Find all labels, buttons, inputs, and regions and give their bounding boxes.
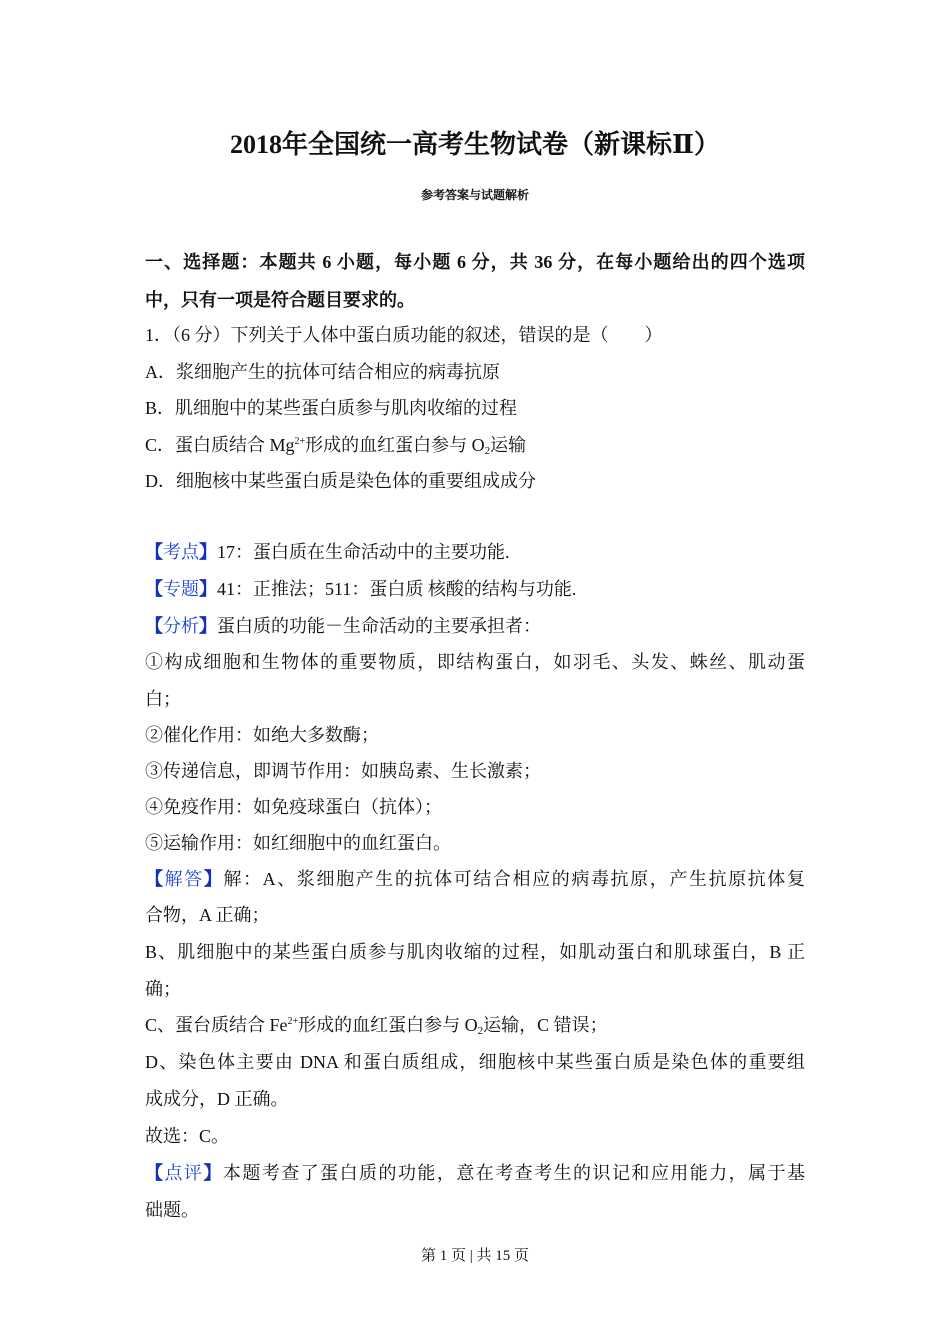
option-a: A．浆细胞产生的抗体可结合相应的病毒抗原 xyxy=(145,362,500,382)
jieda-c xyxy=(145,1013,805,1037)
zhuanti-label: 专题 xyxy=(163,579,199,599)
dianping-tag xyxy=(145,1163,223,1183)
document-subtitle: 参考答案与试题解析 xyxy=(420,188,529,202)
fenxi-item: ①构成细胞和生物体的重要物质，即结构蛋白，如羽毛、头发、蛛丝、肌动蛋 xyxy=(145,652,805,672)
option-b: B．肌细胞中的某些蛋白质参与肌肉收缩的过程 xyxy=(145,398,518,418)
bracket-open: 【 xyxy=(145,1163,165,1183)
fenxi-line xyxy=(145,614,805,638)
section-heading: 一、选择题：本题共 6 小题，每小题 6 分，共 36 分，在每小题给出的四个选项 xyxy=(145,252,805,272)
jieda-c-text2: 形成的血红蛋白参与 O xyxy=(298,1015,478,1035)
option-c-text3: 运输 xyxy=(490,435,527,455)
fenxi-item-cont: 白； xyxy=(145,689,181,709)
jieda-c-text: C、蛋台质结合 Fe xyxy=(145,1015,288,1035)
fenxi-item: ②催化作用：如绝大多数酶； xyxy=(145,725,379,745)
jieda-c-text3: 运输，C 错误； xyxy=(483,1015,608,1035)
fenxi-item: ③传递信息，即调节作用：如胰岛素、生长激素； xyxy=(145,761,541,781)
question-stem: 1．（6 分）下列关于人体中蛋白质功能的叙述，错误的是（ ） xyxy=(145,325,663,345)
kaodian-line xyxy=(145,540,805,564)
fenxi-item: ⑤运输作用：如红细胞中的血红蛋白。 xyxy=(145,833,451,853)
option-d: D．细胞核中某些蛋白质是染色体的重要组成成分 xyxy=(145,471,536,491)
dianping-label: 点评 xyxy=(164,1163,204,1183)
option-c-sup: 2+ xyxy=(294,436,306,447)
jieda-text: 解：A、浆细胞产生的抗体可结合相应的病毒抗原，产生抗原抗体复 xyxy=(223,869,806,889)
section-heading-cont: 中，只有一项是符合题目要求的。 xyxy=(145,290,415,310)
dianping-line xyxy=(145,1161,805,1185)
jieda-choice: 故选：C。 xyxy=(145,1126,230,1146)
zhuanti-line xyxy=(145,577,805,601)
bracket-open: 【 xyxy=(145,579,163,599)
document-title: 2018年全国统一高考生物试卷（新课标Ⅱ） xyxy=(230,130,720,159)
jieda-a-cont: 合物，A 正确； xyxy=(145,905,270,925)
jieda-d: D、染色体主要由 DNA 和蛋白质组成，细胞核中某些蛋白质是染色体的重要组 xyxy=(145,1052,805,1072)
bracket-close: 】 xyxy=(203,1163,223,1183)
page-footer: 第 1 页 | 共 15 页 xyxy=(420,1248,529,1264)
option-c-text: C．蛋白质结合 Mg xyxy=(145,435,295,455)
dianping-text: 本题考查了蛋白质的功能，意在考查考生的识记和应用能力，属于基 xyxy=(222,1163,806,1183)
option-c xyxy=(145,433,805,457)
jieda-b: B、肌细胞中的某些蛋白质参与肌肉收缩的过程，如肌动蛋白和肌球蛋白，B 正 xyxy=(145,942,805,962)
bracket-close: 】 xyxy=(199,579,217,599)
jieda-c-sup: 2+ xyxy=(287,1016,299,1027)
jieda-tag xyxy=(145,869,223,889)
bracket-close: 】 xyxy=(199,616,217,636)
bracket-close: 】 xyxy=(199,542,217,562)
fenxi-item: ④免疫作用：如免疫球蛋白（抗体）； xyxy=(145,797,442,817)
jieda-b-cont: 确； xyxy=(145,979,181,999)
dianping-cont: 础题。 xyxy=(145,1200,199,1220)
zhuanti-text: 41：正推法；511：蛋白质 核酸的结构与功能. xyxy=(217,579,577,599)
bracket-open: 【 xyxy=(145,616,163,636)
fenxi-text: 蛋白质的功能－生命活动的主要承担者： xyxy=(217,616,541,636)
kaodian-tag xyxy=(145,542,217,562)
bracket-open: 【 xyxy=(145,869,165,889)
zhuanti-tag xyxy=(145,579,217,599)
fenxi-tag xyxy=(145,616,217,636)
jieda-d-cont: 成成分，D 正确。 xyxy=(145,1089,289,1109)
jieda-line xyxy=(145,867,805,891)
bracket-open: 【 xyxy=(145,542,163,562)
jieda-c-sub: 2 xyxy=(477,1025,484,1037)
option-c-text2: 形成的血红蛋白参与 O xyxy=(305,435,485,455)
kaodian-label: 考点 xyxy=(163,542,199,562)
bracket-close: 】 xyxy=(203,869,224,889)
kaodian-text: 17：蛋白质在生命活动中的主要功能. xyxy=(217,542,510,562)
fenxi-label: 分析 xyxy=(163,616,199,636)
jieda-label: 解答 xyxy=(164,869,204,889)
option-c-sub: 2 xyxy=(484,445,491,457)
